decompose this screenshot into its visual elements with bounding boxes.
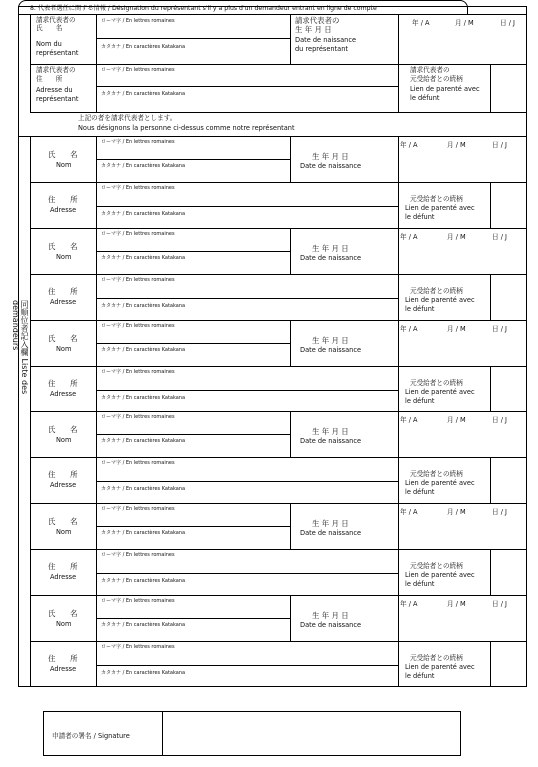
applicant-addr-katakana-label: カタカナ / En caractères Katakana [101,394,186,401]
applicant-name-roman-input[interactable] [98,513,288,525]
applicant-rel-col [490,366,491,412]
signature-field[interactable] [163,712,460,755]
rep-rel-label-fr: Lien de parenté avec [410,85,480,93]
applicant-addr-roman-input[interactable] [98,651,396,663]
applicant-addr-label-fr: Adresse [50,206,77,214]
applicant-addr-label-jp: 住 所 [48,378,78,388]
applicant-name-katakana-label: カタカナ / En caractères Katakana [101,346,186,353]
rep-name-roman-label: ローマ字 / En lettres romaines [101,18,175,24]
applicant-dob-input[interactable] [400,611,524,639]
applicant-name-katakana-input[interactable] [98,353,288,365]
applicant-dob-label-jp: 生 年 月 日 [312,243,349,253]
applicant-addr-label-jp: 住 所 [48,195,78,204]
rep-addr-split [96,86,398,87]
applicant-addr-label-fr: Adresse [50,573,77,582]
applicant-addr-katakana-label: カタカナ / En caractères Katakana [101,211,186,217]
rep-row-rule [30,64,527,65]
applicant-rel-label-fr: Lien de parenté avec [405,479,475,488]
applicant-addr-roman-input[interactable] [98,467,396,479]
applicant-dob-day: 日 / J [492,600,507,608]
applicant-addr-split [96,206,398,207]
rep-addr-label-fr2: représentant [36,95,79,103]
applicant-name-roman-label: ローマ字 / En lettres romaines [101,598,175,604]
applicant-mid-rule [30,182,527,183]
header-rule [18,14,527,15]
applicant-bottom-rule [30,320,527,321]
applicant-dob-day: 日 / J [492,232,507,241]
applicant-dob-label-fr: Date de naissance [300,621,362,629]
applicant-rel-label-fr2: le défunt [405,213,435,221]
applicant-name-katakana-input[interactable] [98,536,288,548]
rep-dob-col [290,14,291,64]
applicant-name-label-fr: Nom [56,528,72,537]
applicant-addr-katakana-input[interactable] [98,216,396,226]
applicant-addr-split [96,481,398,482]
section-header: 8. 代表者選任に関する情報 / Désignation du représentant s'il y a plus d'un demandeur entrant en ligne de compte [30,5,377,12]
applicant-addr-roman-input[interactable] [98,559,396,571]
applicant-name-label-jp: 氏 名 [48,150,78,159]
applicant-addr-roman-label: ローマ字 / En lettres romaines [101,552,175,559]
applicant-rel-label-fr: Lien de parenté avec [405,571,475,580]
applicant-dob-label-fr: Date de naissance [300,529,362,538]
applicant-addr-roman-label: ローマ字 / En lettres romaines [101,460,175,467]
applicant-rel-input[interactable] [492,276,524,318]
applicant-rel-label-fr: Lien de parenté avec [405,387,475,396]
applicant-addr-roman-input[interactable] [98,284,396,296]
applicant-dob-label-jp: 生 年 月 日 [312,611,349,620]
applicant-addr-label-fr: Adresse [50,297,77,306]
applicant-dob-label-fr: Date de naissance [300,253,362,262]
rep-addr-roman-label: ローマ字 / En lettres romaines [101,67,175,73]
applicant-name-split [96,159,290,160]
applicant-rel-label-jp: 元受給者との続柄 [410,378,463,387]
rep-name-label-fr2: représentant [36,49,79,57]
applicant-dob-label-jp: 生 年 月 日 [312,152,349,161]
rep-rel-col [490,64,491,112]
applicant-dob-year: 年 / A [400,600,418,608]
applicant-addr-katakana-input[interactable] [98,675,396,685]
applicant-addr-katakana-input[interactable] [98,308,396,318]
applicant-dob-day: 日 / J [492,508,507,517]
rep-addr-katakana-input[interactable] [98,96,396,108]
rep-dob-day: 日 / J [500,19,515,27]
applicant-bottom-rule [30,228,527,229]
applicant-name-katakana-label: カタカナ / En caractères Katakana [101,163,186,169]
applicant-rel-label-fr2: le défunt [405,488,435,497]
rep-rel-label-fr2: le défunt [410,94,440,102]
rep-addr-katakana-label: カタカナ / En caractères Katakana [101,91,186,97]
applicant-addr-katakana-label: カタカナ / En caractères Katakana [101,486,186,493]
statement-jp: 上記の者を請求代表者とします。 [78,114,177,122]
applicant-rel-label-fr2: le défunt [405,396,435,405]
applicant-name-label-fr: Nom [56,436,72,445]
rep-label-col [96,14,97,112]
applicant-name-label-jp: 氏 名 [48,333,78,343]
applicant-rel-col [490,641,491,687]
applicant-rel-label-jp: 元受給者との続柄 [410,562,463,571]
rep-name-katakana-label: カタカナ / En caractères Katakana [101,44,186,50]
applicant-addr-katakana-label: カタカナ / En caractères Katakana [101,302,186,309]
applicant-name-split [96,251,290,252]
applicant-addr-katakana-input[interactable] [98,400,396,410]
applicant-addr-label-fr: Adresse [50,665,77,673]
rep-dob-input[interactable] [400,30,524,60]
applicant-dob-month: 月 / M [447,600,466,608]
rep-name-label-jp: 請求代表者の [36,16,76,24]
applicant-dob-year: 年 / A [400,416,418,425]
rep-dob-label-fr: Date de naissance [295,36,357,44]
applicant-name-katakana-input[interactable] [98,169,288,181]
rep-addr-label-jp2: 住 所 [36,75,63,83]
applicant-name-label-fr: Nom [56,344,72,353]
applicant-rel-input[interactable] [492,551,524,593]
applicant-dob-col [290,228,291,274]
applicant-mid-rule [30,549,527,550]
applicant-dob-col [290,503,291,549]
applicant-rel-label-fr2: le défunt [405,304,435,313]
statement-fr: Nous désignons la personne ci-dessus comme notre représentant [78,124,295,132]
applicant-addr-katakana-input[interactable] [98,583,396,593]
applicant-rel-label-jp: 元受給者との続柄 [410,286,463,295]
applicant-mid-rule [30,366,527,367]
applicant-name-katakana-input[interactable] [98,444,288,456]
applicant-bottom-rule [30,411,527,412]
applicant-dob-input[interactable] [400,244,524,272]
applicant-rel-label-fr: Lien de parenté avec [405,295,475,304]
applicant-rel-label-jp: 元受給者との続柄 [410,654,463,662]
applicant-name-label-fr: Nom [56,620,72,628]
rep-date-col [398,14,399,112]
applicant-rel-label-fr2: le défunt [405,672,435,680]
applicant-name-label-fr: Nom [56,161,72,169]
applicant-addr-split [96,665,398,666]
applicant-name-roman-input[interactable] [98,238,288,250]
applicant-dob-label-fr: Date de naissance [300,437,362,446]
applicant-dob-month: 月 / M [447,324,466,333]
applicant-name-katakana-label: カタカナ / En caractères Katakana [101,622,186,628]
rep-name-label-jp2: 氏 名 [36,24,63,32]
applicant-dob-month: 月 / M [447,508,466,517]
applicant-name-katakana-input[interactable] [98,628,288,640]
applicant-name-split [96,434,290,435]
applicant-name-roman-label: ローマ字 / En lettres romaines [101,230,175,237]
applicant-name-roman-input[interactable] [98,605,288,617]
applicant-rel-label-fr: Lien de parenté avec [405,204,475,212]
rep-dob-year: 年 / A [412,19,430,27]
applicant-dob-input[interactable] [400,336,524,364]
applicant-name-label-jp: 氏 名 [48,517,78,527]
applicant-mid-rule [30,274,527,275]
applicant-addr-roman-input[interactable] [98,376,396,388]
applicant-rel-col [490,182,491,228]
applicant-rel-label-fr2: le défunt [405,580,435,589]
signature-label: 申請者の署名 / Signature [52,732,130,740]
applicant-addr-katakana-label: カタカナ / En caractères Katakana [101,670,186,676]
applicant-name-label-fr: Nom [56,252,72,261]
rep-addr-label-fr: Adresse du [36,86,73,94]
applicant-addr-label-jp: 住 所 [48,286,78,296]
applicant-rel-input[interactable] [492,368,524,410]
applicant-rel-label-fr: Lien de parenté avec [405,663,475,671]
applicant-rel-label-jp: 元受給者との続柄 [410,470,463,479]
applicant-dob-label-jp: 生 年 月 日 [312,427,349,437]
applicant-addr-label-fr: Adresse [50,389,77,398]
applicant-dob-month: 月 / M [447,416,466,425]
applicant-name-roman-label: ローマ字 / En lettres romaines [101,139,175,145]
rep-name-roman-input[interactable] [98,25,288,37]
applicant-bottom-rule [30,595,527,596]
list-top-rule [18,136,527,137]
applicant-dob-input[interactable] [400,152,524,180]
applicant-rel-col [490,274,491,320]
rep-bottom-rule [30,112,527,113]
applicant-name-roman-input[interactable] [98,421,288,433]
rep-name-split [96,38,290,39]
applicant-addr-label-fr: Adresse [50,481,77,490]
applicant-name-label-jp: 氏 名 [48,241,78,251]
applicant-name-split [96,343,290,344]
rep-rel-label-jp: 請求代表者の [410,66,450,74]
applicant-dob-col [290,320,291,366]
applicant-rel-input[interactable] [492,184,524,226]
side-label: 同順位者記入欄 Liste des demandeurs [11,300,29,395]
applicant-dob-label-jp: 生 年 月 日 [312,519,349,529]
applicant-dob-day: 日 / J [492,416,507,425]
rep-rel-input[interactable] [492,66,524,110]
applicant-dob-month: 月 / M [447,232,466,241]
applicant-name-label-jp: 氏 名 [48,609,78,618]
rep-name-label-fr: Nom du [36,40,62,48]
applicant-addr-roman-label: ローマ字 / En lettres romaines [101,276,175,283]
applicant-name-roman-input[interactable] [98,330,288,342]
applicant-dob-input[interactable] [400,427,524,455]
applicant-dob-month: 月 / M [447,141,466,149]
applicant-addr-split [96,390,398,391]
applicant-rel-input[interactable] [492,459,524,501]
applicant-dob-day: 日 / J [492,141,507,149]
applicant-addr-katakana-input[interactable] [98,491,396,501]
applicant-addr-split [96,298,398,299]
applicant-addr-roman-label: ローマ字 / En lettres romaines [101,644,175,650]
applicant-name-katakana-label: カタカナ / En caractères Katakana [101,254,186,261]
signature-box [43,711,461,756]
applicant-addr-label-jp: 住 所 [48,562,78,572]
applicant-mid-rule [30,457,527,458]
applicant-name-roman-input[interactable] [98,146,288,158]
applicant-mid-rule [30,641,527,642]
applicant-dob-year: 年 / A [400,508,418,517]
applicant-addr-katakana-label: カタカナ / En caractères Katakana [101,578,186,585]
applicant-dob-year: 年 / A [400,141,418,149]
rep-addr-label-jp: 請求代表者の [36,66,76,74]
applicant-addr-label-jp: 住 所 [48,654,78,663]
applicant-dob-col [290,411,291,457]
applicant-name-roman-label: ローマ字 / En lettres romaines [101,414,175,421]
applicant-dob-label-fr: Date de naissance [300,345,362,354]
rep-dob-label-jp2: 生 年 月 日 [295,25,332,34]
applicant-dob-label-fr: Date de naissance [300,162,362,170]
rep-dob-month: 月 / M [455,19,474,27]
applicant-rel-label-jp: 元受給者との続柄 [410,195,463,203]
applicant-dob-col [290,136,291,182]
applicant-addr-roman-label: ローマ字 / En lettres romaines [101,185,175,191]
applicant-name-katakana-label: カタカナ / En caractères Katakana [101,530,186,537]
applicant-name-roman-label: ローマ字 / En lettres romaines [101,322,175,329]
rep-addr-roman-input[interactable] [98,72,396,84]
applicant-addr-split [96,573,398,574]
applicant-rel-col [490,457,491,503]
applicant-name-roman-label: ローマ字 / En lettres romaines [101,506,175,513]
applicant-dob-day: 日 / J [492,324,507,333]
rep-left-border [30,14,31,112]
applicant-dob-year: 年 / A [400,232,418,241]
applicant-dob-col [290,595,291,641]
applicant-name-split [96,618,290,619]
applicant-name-katakana-input[interactable] [98,261,288,273]
applicant-addr-label-jp: 住 所 [48,470,78,480]
applicant-dob-year: 年 / A [400,324,418,333]
applicant-addr-roman-input[interactable] [98,192,396,204]
rep-dob-label-fr2: du représentant [295,45,348,53]
rep-dob-label-jp: 請求代表者の [295,16,340,25]
applicant-name-katakana-label: カタカナ / En caractères Katakana [101,438,186,445]
applicant-addr-roman-label: ローマ字 / En lettres romaines [101,368,175,375]
applicant-dob-input[interactable] [400,519,524,547]
applicant-bottom-rule [30,503,527,504]
applicant-name-split [96,526,290,527]
applicant-rel-input[interactable] [492,643,524,685]
applicant-rel-col [490,549,491,595]
applicant-name-label-jp: 氏 名 [48,425,78,435]
rep-name-katakana-input[interactable] [98,50,288,62]
applicant-dob-label-jp: 生 年 月 日 [312,335,349,345]
rep-rel-label-jp2: 元受給者との続柄 [410,75,463,83]
